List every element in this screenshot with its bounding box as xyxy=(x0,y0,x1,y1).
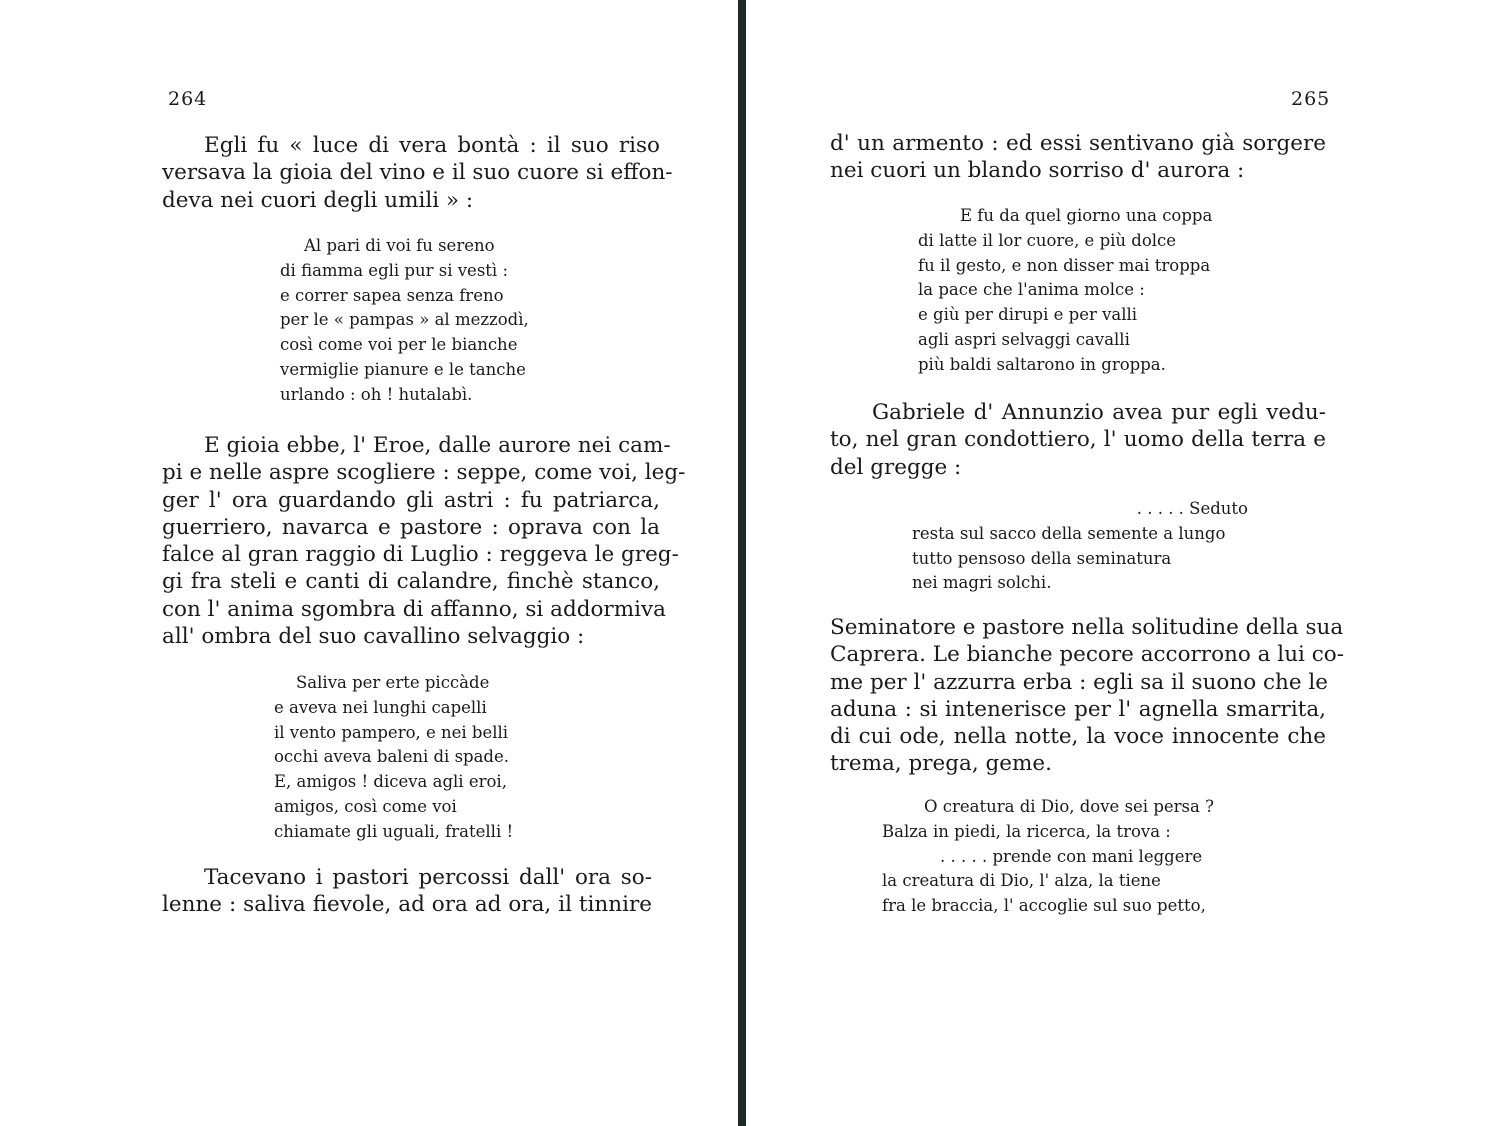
text-line: gi fra steli e canti di calandre, finchè stanco, xyxy=(162,569,660,595)
verse-line: la pace che l'anima molce : xyxy=(918,280,1145,300)
left-verse-1 xyxy=(280,234,529,408)
text-line: deva nei cuori degli umili » : xyxy=(162,187,474,213)
verse-line: . . . . . Seduto xyxy=(1136,499,1248,518)
text-line: Tacevano i pastori percossi dall' ora so- xyxy=(204,865,652,890)
left-paragraph-1 xyxy=(162,132,673,214)
verse-line: tutto pensoso della seminatura xyxy=(912,548,1172,568)
right-paragraph-3 xyxy=(830,614,1344,778)
text-line: to, nel gran condottiero, l' uomo della terra e xyxy=(830,427,1326,453)
right-verse-2 xyxy=(912,497,1252,596)
right-verse-1 xyxy=(918,204,1212,378)
text-line: E gioia ebbe, l' Eroe, dalle aurore nei cam- xyxy=(204,433,671,458)
text-line: Caprera. Le bianche pecore accorrono a lui co- xyxy=(830,642,1344,668)
verse-line: agli aspri selvaggi cavalli xyxy=(918,329,1130,349)
verse-line: . . . . . prende con mani leggere xyxy=(940,846,1203,866)
text-line: di cui ode, nella notte, la voce innocente che xyxy=(830,724,1326,750)
verse-line: vermiglie pianure e le tanche xyxy=(280,359,526,379)
text-line: ger l' ora guardando gli astri : fu patriarca, xyxy=(162,487,660,513)
verse-line: chiamate gli uguali, fratelli ! xyxy=(274,821,514,841)
right-paragraph-2 xyxy=(830,399,1326,481)
text-line: guerriero, navarca e pastore : oprava con la xyxy=(162,514,660,540)
verse-line: più baldi saltarono in groppa. xyxy=(918,354,1166,374)
text-line: trema, prega, geme. xyxy=(830,751,1052,777)
left-paragraph-3 xyxy=(162,864,652,919)
verse-line: nei magri solchi. xyxy=(912,573,1052,593)
verse-line: occhi aveva baleni di spade. xyxy=(274,747,510,767)
verse-line: per le « pampas » al mezzodì, xyxy=(280,310,529,330)
verse-line: amigos, così come voi xyxy=(274,796,457,816)
text-line: Egli fu « luce di vera bontà : il suo riso xyxy=(204,133,660,158)
left-paragraph-2 xyxy=(162,432,686,650)
text-line: me per l' azzurra erba : egli sa il suono che le xyxy=(830,669,1329,695)
text-line: lenne : saliva fievole, ad ora ad ora, il tinnire xyxy=(162,892,652,918)
left-page xyxy=(0,0,738,1126)
verse-line: O creatura di Dio, dove sei persa ? xyxy=(924,797,1214,816)
verse-line: e aveva nei lunghi capelli xyxy=(274,697,487,717)
verse-line: il vento pampero, e nei belli xyxy=(274,722,509,742)
verse-line: di latte il lor cuore, e più dolce xyxy=(918,230,1177,250)
text-line: all' ombra del suo cavallino selvaggio : xyxy=(162,624,585,650)
page-number-left: 264 xyxy=(168,88,208,110)
text-line: del gregge : xyxy=(830,454,962,480)
text-line: Gabriele d' Annunzio avea pur egli vedu- xyxy=(872,400,1326,425)
verse-line: la creatura di Dio, l' alza, la tiene xyxy=(882,871,1161,891)
text-line: falce al gran raggio di Luglio : reggeva le greg- xyxy=(162,542,679,568)
right-verse-3 xyxy=(882,795,1244,919)
text-line: pi e nelle aspre scogliere : seppe, come voi, leg- xyxy=(162,460,686,486)
text-line: d' un armento : ed essi sentivano già sorgere xyxy=(830,131,1326,156)
verse-line: e correr sapea senza freno xyxy=(280,285,504,305)
text-line: aduna : si intenerisce per l' agnella smarrita, xyxy=(830,696,1326,722)
verse-line: così come voi per le bianche xyxy=(280,335,518,355)
verse-line: fu il gesto, e non disser mai troppa xyxy=(918,255,1211,275)
left-verse-2 xyxy=(274,671,513,845)
text-line: Seminatore e pastore nella solitudine della sua xyxy=(830,615,1344,640)
verse-line: Al pari di voi fu sereno xyxy=(304,236,495,255)
verse-line: e giù per dirupi e per valli xyxy=(918,305,1138,325)
verse-line: resta sul sacco della semente a lungo xyxy=(912,523,1226,543)
verse-line: E fu da quel giorno una coppa xyxy=(960,206,1213,225)
verse-line: Saliva per erte piccàde xyxy=(296,673,490,692)
verse-line: di fiamma egli pur si vestì : xyxy=(280,260,509,280)
page-number-right: 265 xyxy=(1291,88,1331,110)
book-spine xyxy=(738,0,746,1126)
verse-line: E, amigos ! diceva agli eroi, xyxy=(274,772,507,792)
text-line: versava la gioia del vino e il suo cuore si effon- xyxy=(162,160,673,186)
verse-line: Balza in piedi, la ricerca, la trova : xyxy=(882,821,1171,841)
right-page xyxy=(746,0,1500,1126)
text-line: nei cuori un blando sorriso d' aurora : xyxy=(830,158,1245,184)
text-line: con l' anima sgombra di affanno, si addormiva xyxy=(162,596,666,622)
verse-line: fra le braccia, l' accoglie sul suo petto, xyxy=(882,896,1206,916)
verse-line: urlando : oh ! hutalabì. xyxy=(280,384,473,404)
right-paragraph-1 xyxy=(830,130,1326,185)
